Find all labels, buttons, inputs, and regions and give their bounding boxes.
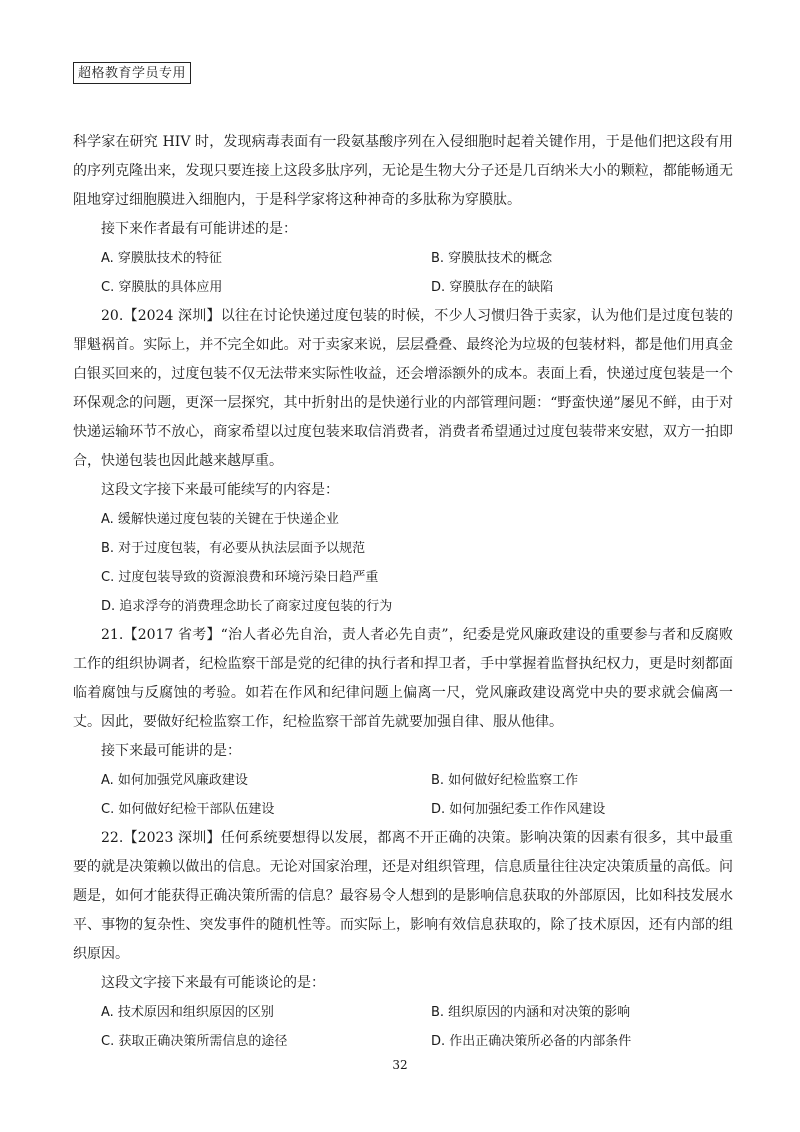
q21-option-b: B. 如何做好纪检监察工作 <box>431 773 579 788</box>
question-20 <box>73 302 733 621</box>
q22-option-b: B. 组织原因的内涵和对决策的影响 <box>431 1005 631 1020</box>
intro-option-c: C. 穿膜肽的具体应用 <box>101 280 223 295</box>
q20-options <box>73 505 733 621</box>
question-21 <box>73 621 733 824</box>
question-22 <box>73 824 733 1056</box>
intro-option-b: B. 穿膜肽技术的概念 <box>431 251 553 266</box>
q22-options <box>73 998 733 1056</box>
intro-option-d: D. 穿膜肽存在的缺陷 <box>431 280 554 295</box>
intro-option-a: A. 穿膜肽技术的特征 <box>101 251 222 266</box>
q21-question: 接下来最可能讲的是： <box>101 743 241 759</box>
q22-option-a: A. 技术原因和组织原因的区别 <box>101 1005 274 1020</box>
intro-text: 科学家在研究 HIV 时，发现病毒表面有一段氨基酸序列在入侵细胞时起着关键作用，于是他们把这段有用的序列克隆出来，发现只要连接上这段多肽序列，无论是生物大分子还是几百纳米大小的颗粒，都能畅通无阻地穿过细胞膜进入细胞内，于是科学家将这种神奇的多肽称为穿膜肽。 <box>73 134 733 208</box>
intro-question: 接下来作者最有可能讲述的是： <box>101 221 297 237</box>
intro-passage <box>73 128 733 302</box>
q20-option-c: C. 过度包装导致的资源浪费和环境污染日趋严重 <box>101 570 379 585</box>
q20-option-d: D. 追求浮夸的消费理念助长了商家过度包装的行为 <box>101 599 393 614</box>
q21-option-d: D. 如何加强纪委工作作风建设 <box>431 802 606 817</box>
q22-text: 22.【2023 深圳】任何系统要想得以发展，都离不开正确的决策。影响决策的因素有很多，其中最重要的就是决策赖以做出的信息。无论对国家治理，还是对组织管理，信息质量往往决定决策质量的高低。问题是，如何才能获得正确决策所需的信息？最容易令人想到的是影响信息获取的外部原因，比如科技发展水平、事物的复杂性、突发事件的随机性等。而实际上，影响有效信息获取的，除了技术原因，还有内部的组织原因。 <box>73 830 733 962</box>
q21-options <box>73 766 733 824</box>
page-number: 32 <box>392 1058 408 1072</box>
q20-option-b: B. 对于过度包装，有必要从执法层面予以规范 <box>101 541 366 556</box>
q22-option-d: D. 作出正确决策所必备的内部条件 <box>431 1034 632 1049</box>
q21-option-c: C. 如何做好纪检干部队伍建设 <box>101 802 275 817</box>
intro-options <box>73 244 733 302</box>
q20-option-a: A. 缓解快递过度包装的关键在于快递企业 <box>101 512 339 527</box>
q21-text: 21.【2017 省考】“治人者必先自治，责人者必先自责”，纪委是党风廉政建设的重要参与者和反腐败工作的组织协调者，纪检监察干部是党的纪律的执行者和捍卫者，手中掌握着监督执纪权力，更是时刻都面临着腐蚀与反腐蚀的考验。如若在作风和纪律问题上偏离一尺，党风廉政建设离党中央的要求就会偏离一丈。因此，要做好纪检监察工作，纪检监察干部首先就要加强自律、服从他律。 <box>73 627 733 730</box>
q20-question: 这段文字接下来最可能续写的内容是： <box>101 482 339 498</box>
q21-option-a: A. 如何加强党风廉政建设 <box>101 773 248 788</box>
q22-question: 这段文字接下来最有可能谈论的是： <box>101 975 325 991</box>
q20-text: 20.【2024 深圳】以往在讨论快递过度包装的时候，不少人习惯归咎于卖家，认为他们是过度包装的罪魁祸首。实际上，并不完全如此。对于卖家来说，层层叠叠、最终沦为垃圾的包装材料，都是他们用真金白银买回来的，过度包装不仅无法带来实际性收益，还会增添额外的成本。表面上看，快递过度包装是一个环保观念的问题，更深一层探究，其中折射出的是快递行业的内部管理问题：“野蛮快递”屡见不鲜，由于对快递运输环节不放心，商家希望以过度包装来取信消费者，消费者希望通过过度包装带来安慰，双方一拍即合，快递包装也因此越来越厚重。 <box>73 308 733 469</box>
q22-option-c: C. 获取正确决策所需信息的途径 <box>101 1034 288 1049</box>
page-content <box>73 128 733 1056</box>
header-label: 超格教育学员专用 <box>73 62 191 84</box>
